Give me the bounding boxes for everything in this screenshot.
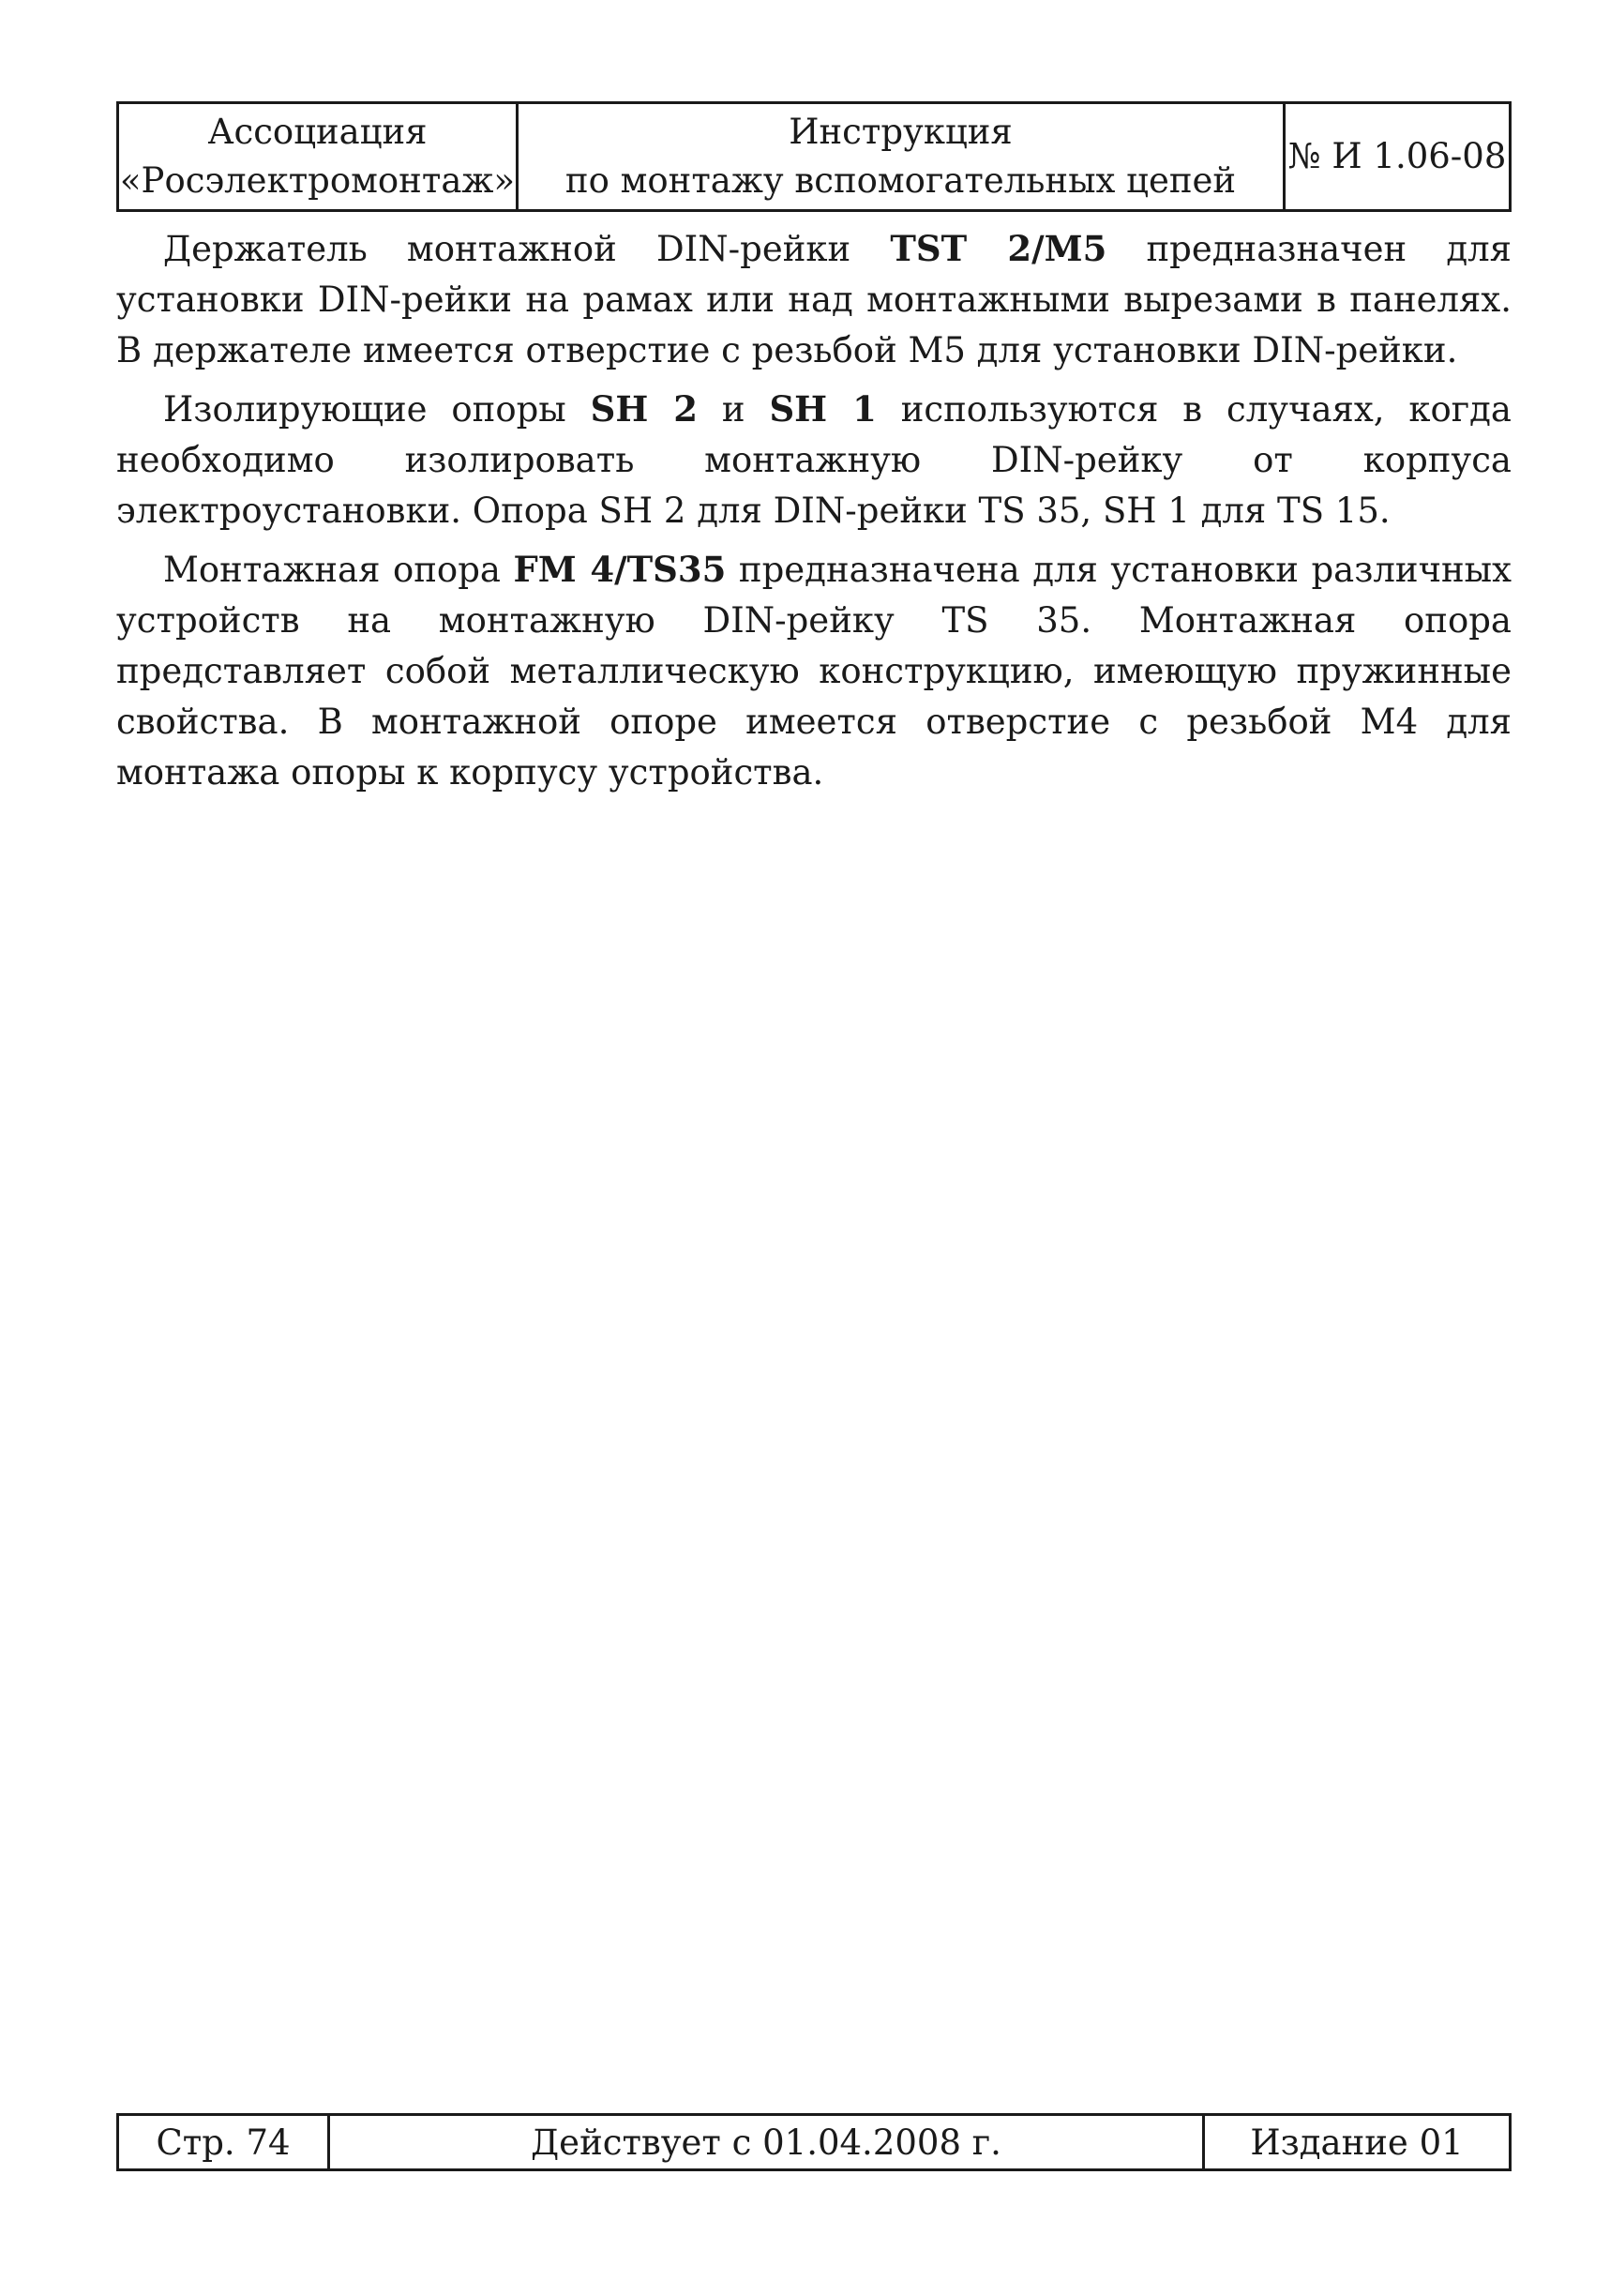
product-code-tst: TST 2/M5: [890, 228, 1107, 269]
document-number: № И 1.06-08: [1287, 136, 1507, 176]
paragraph-din-rail-holder: [116, 223, 1512, 376]
product-code-fm4: FM 4/TS35: [513, 549, 727, 590]
product-code-sh1: SH 1: [769, 388, 877, 430]
paragraph-text: предназначен для установки DIN-рейки на рамах или над монтажными вырезами в панелях. В держателе имеется отверстие с резьбой М5 для установки DIN-рейки.: [116, 229, 1512, 370]
paragraph-mounting-support: [116, 544, 1512, 798]
product-code-sh2: SH 2: [590, 388, 699, 430]
document-title-line1: Инструкция: [789, 112, 1013, 152]
paragraph-text: используются в случаях, когда необходимо изолировать монтажную DIN-рейку от корпуса электроустановки. Опора SH 2 для DIN-рейки TS 35, SH 1 для TS 15.: [116, 389, 1512, 531]
organization-name-line1: Ассоциация: [207, 112, 428, 152]
organization-name-line2: «Росэлектромонтаж»: [119, 160, 516, 201]
paragraph-text: предназначена для установки различных устройств на монтажную DIN-рейку TS 35. Монтажная опора представляет собой металлическую конструкцию, имеющую пружинные свойства. В монтажной опоре имеется отверстие с резьбой М4 для монтажа опоры к корпусу устройства.: [116, 550, 1512, 793]
organization-cell: [119, 104, 519, 209]
document-footer-table: [116, 2113, 1512, 2171]
document-title-cell: [519, 104, 1286, 209]
paragraph-text: Монтажная опора: [163, 550, 514, 590]
page-number-cell: [119, 2116, 330, 2168]
document-title-line2: по монтажу вспомогательных цепей: [564, 160, 1237, 201]
edition-cell: [1205, 2116, 1509, 2168]
paragraph-insulating-supports: [116, 384, 1512, 536]
page-number: Стр. 74: [156, 2122, 291, 2163]
paragraph-text: и: [698, 389, 770, 430]
paragraph-text: Держатель монтажной DIN-рейки: [163, 229, 891, 269]
validity-date: Действует с 01.04.2008 г.: [531, 2122, 1001, 2163]
document-body: [116, 223, 1512, 806]
paragraph-text: Изолирующие опоры: [163, 389, 591, 430]
edition-number: Издание 01: [1250, 2122, 1464, 2163]
document-number-cell: [1286, 104, 1509, 209]
validity-date-cell: [330, 2116, 1205, 2168]
document-header-table: [116, 101, 1512, 212]
